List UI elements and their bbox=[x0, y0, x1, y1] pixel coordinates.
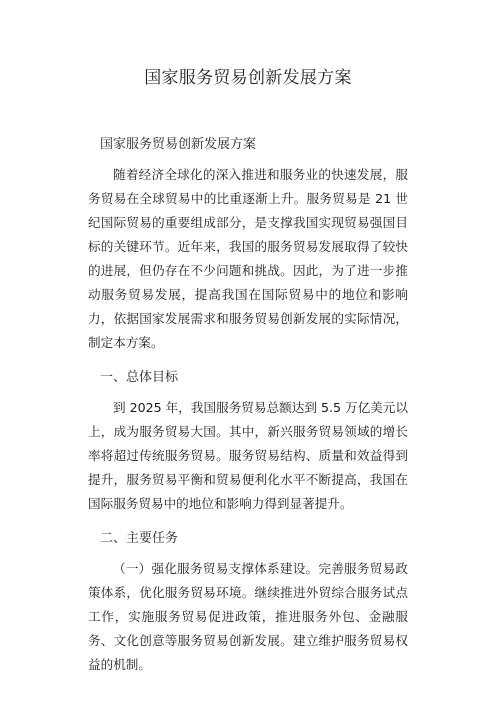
document-title: 国家服务贸易创新发展方案 bbox=[144, 68, 352, 88]
goals-paragraph: 到 2025 年，我国服务贸易总额达到 5.5 万亿美元以上，成为服务贸易大国。其中，新兴服务贸易领域的增长率将超过传统服务贸易。服务贸易结构、质量和效益得到提升，服务贸易平衡和贸易便利化水平不断提高，我国在国际服务贸易中的地位和影响力得到显著提升。 bbox=[88, 400, 408, 511]
document-subtitle: 国家服务贸易创新发展方案 bbox=[100, 137, 257, 152]
section-heading-goals: 一、总体目标 bbox=[100, 370, 179, 385]
tasks-paragraph: （一）强化服务贸易支撑体系建设。完善服务贸易政策体系，优化服务贸易环境。继续推进外贸综合服务试点工作，实施服务贸易促进政策，推进服务外包、金融服务、文化创意等服务贸易创新发展。建立维护服务贸易权益的机制。 bbox=[88, 561, 408, 672]
intro-paragraph: 随着经济全球化的深入推进和服务业的快速发展，服务贸易在全球贸易中的比重逐渐上升。服务贸易是 21 世纪国际贸易的重要组成部分，是支撑我国实现贸易强国目标的关键环节。近年来，我国的服务贸易发展取得了较快的进展，但仍存在不少问题和挑战。因此，为了进一步推动服务贸易发展，提高我国在国际贸易中的地位和影响力，依据国家发展需求和服务贸易创新发展的实际情况，制定本方案。 bbox=[88, 167, 408, 350]
section-heading-tasks: 二、主要任务 bbox=[100, 531, 179, 546]
document-body bbox=[88, 131, 408, 677]
